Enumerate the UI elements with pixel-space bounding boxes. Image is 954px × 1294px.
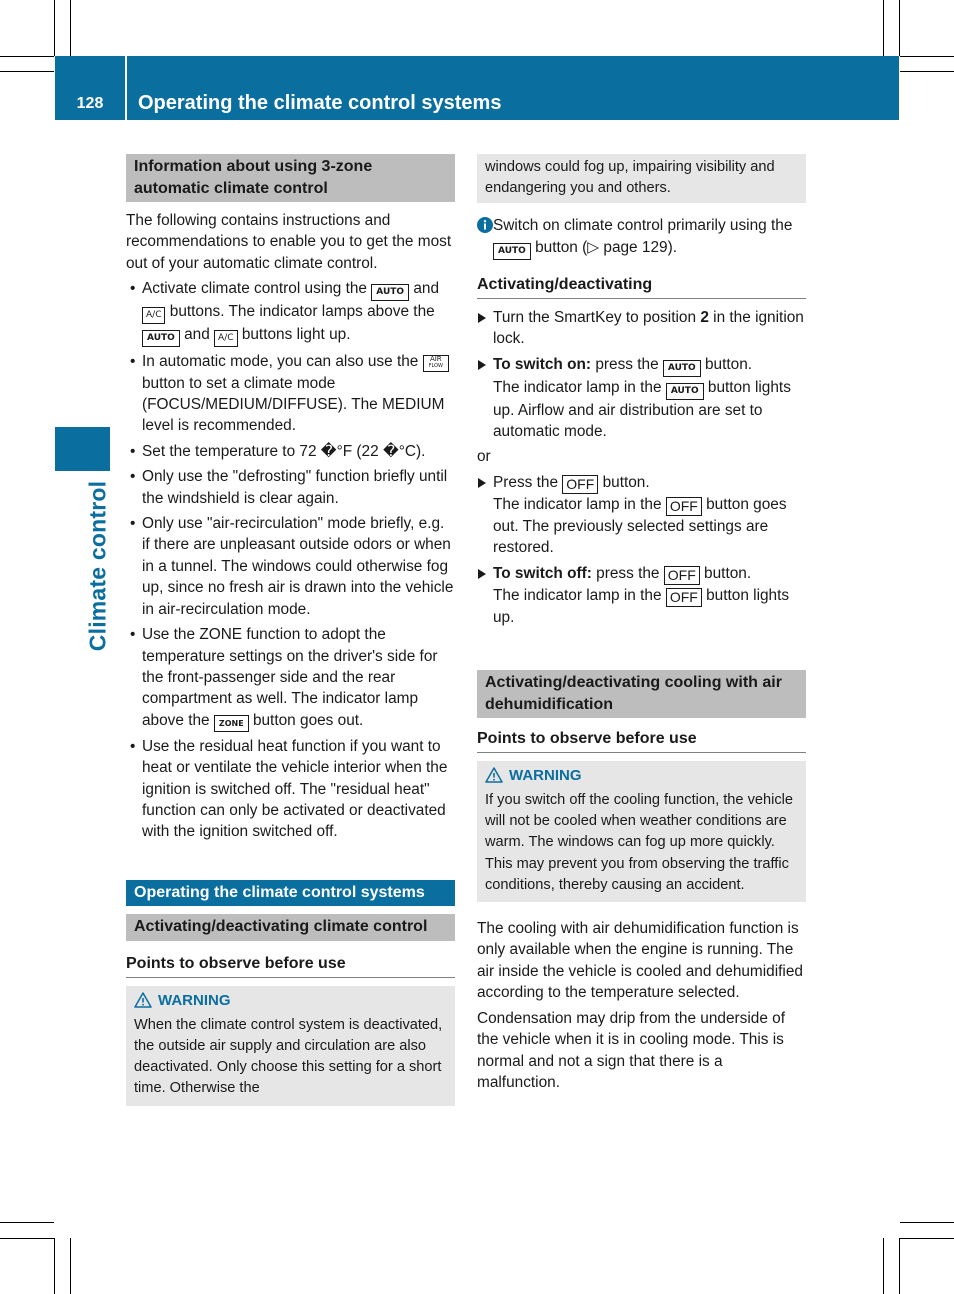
list-item: • Set the temperature to 72 �°F (22 �°C).: [126, 441, 455, 462]
step-arrow-icon: [478, 569, 486, 579]
step-result: The indicator lamp in the AUTO button lights up. Airflow and air distribution are set to automatic mode.: [493, 378, 791, 441]
crop-mark: [0, 1238, 54, 1239]
step-arrow-icon: [478, 478, 486, 488]
crop-mark: [0, 56, 54, 57]
step-item: To switch off: press the OFF button.: [477, 563, 806, 585]
off-button-icon: OFF: [562, 475, 598, 494]
side-chapter-label: Climate control: [84, 480, 111, 652]
section-heading: Operating the climate control systems: [126, 880, 455, 907]
crop-mark: [900, 56, 954, 57]
warning-text: When the climate control system is deactivated, the outside air supply and circulation are also deactivated. Only choose this setting for a short time. Otherwise the: [134, 1016, 443, 1097]
crop-mark: [0, 71, 54, 72]
step-item: Press the OFF button.: [477, 472, 806, 494]
list-item: • In automatic mode, you can also use the AIR FLOW button to set a climate mode (FOCUS/MEDIUM/DIFFUSE). The MEDIUM level is recommended.: [126, 351, 455, 437]
info-note: Switch on climate control primarily using the AUTO button (▷ page 129).: [477, 215, 806, 259]
warning-title: WARNING: [134, 990, 447, 1012]
warning-text: If you switch off the cooling function, the vehicle will not be cooled when weather conditions are warm. The windows can fog up more quickly. This may prevent you from observing the traffic conditions, thereby causing an accident.: [485, 792, 794, 893]
zone-button-icon: ZONE: [214, 715, 249, 732]
crop-mark: [54, 1238, 55, 1294]
list-item: • Use the residual heat function if you want to heat or ventilate the vehicle interior when the ignition is switched off. The "residual heat" function can only be activated or deactivated with the ignition switched off.: [126, 736, 455, 843]
crop-mark: [0, 1222, 54, 1223]
warning-box-continued: windows could fog up, impairing visibility and endangering you and others.: [477, 154, 806, 203]
cooling-heading: Activating/deactivating cooling with air dehumidification: [477, 670, 806, 718]
warning-box: [477, 761, 806, 902]
crop-mark: [900, 71, 954, 72]
list-item: • Only use the "defrosting" function briefly until the windshield is clear again.: [126, 466, 455, 509]
paragraph: The cooling with air dehumidification function is only available when the engine is running. The air inside the vehicle is cooled and dehumidified according to the temperature selected.: [477, 920, 803, 1002]
page-number: 128: [76, 95, 104, 112]
auto-button-icon: AUTO: [663, 360, 701, 377]
crop-mark: [883, 1238, 884, 1294]
ac-button-icon: A/C: [142, 307, 165, 324]
crop-mark: [54, 0, 55, 56]
warning-triangle-icon: [485, 767, 503, 783]
paragraph: Condensation may drip from the underside of the vehicle when it is in cooling mode. This is normal and not a sign that there is a malfunction.: [477, 1009, 785, 1091]
auto-button-icon: AUTO: [371, 284, 409, 301]
auto-button-icon: AUTO: [666, 383, 704, 400]
side-tab-marker: [55, 427, 110, 471]
page-header: [55, 56, 899, 120]
off-button-icon: OFF: [666, 497, 702, 516]
info-heading: Information about using 3-zone automatic climate control: [126, 154, 455, 202]
step-arrow-icon: [478, 360, 486, 370]
intro-paragraph: The following contains instructions and recommendations to enable you to get the most out of your automatic climate control.: [126, 212, 452, 272]
step-item: Turn the SmartKey to position 2 in the ignition lock.: [477, 307, 806, 350]
points-heading: Points to observe before use: [126, 953, 455, 978]
header-divider: [125, 56, 127, 120]
crop-mark: [883, 0, 884, 56]
airflow-button-icon: AIR FLOW: [423, 355, 449, 372]
off-button-icon: OFF: [664, 566, 700, 585]
ac-button-icon: A/C: [214, 330, 237, 347]
list-item: • Use the ZONE function to adopt the temperature settings on the driver's side for the front-passenger side and the rear compartment as well. The indicator lamp above the ZONE button goes out.: [126, 624, 455, 732]
step-result: The indicator lamp in the OFF button lights up.: [493, 586, 790, 626]
auto-button-icon: AUTO: [142, 330, 180, 347]
crop-mark: [899, 1238, 900, 1294]
crop-mark: [70, 1238, 71, 1294]
activating-heading: Activating/deactivating: [477, 274, 806, 299]
auto-button-icon: AUTO: [493, 243, 531, 260]
warning-triangle-icon: [134, 992, 152, 1008]
crop-mark: [900, 1222, 954, 1223]
step-result: The indicator lamp in the OFF button goes out. The previously selected settings are restored.: [493, 495, 787, 557]
sub-heading: Activating/deactivating climate control: [126, 914, 455, 941]
warning-title: WARNING: [485, 765, 798, 787]
page-title: Operating the climate control systems: [138, 92, 502, 114]
crop-mark: [70, 0, 71, 56]
info-icon: [477, 217, 493, 233]
crop-mark: [899, 0, 900, 56]
off-button-icon: OFF: [666, 588, 702, 607]
warning-box: [126, 986, 455, 1106]
step-arrow-icon: [478, 313, 486, 323]
right-column: [477, 154, 806, 1093]
or-text: or: [477, 448, 491, 466]
crop-mark: [900, 1238, 954, 1239]
step-item: To switch on: press the AUTO button.: [477, 354, 806, 377]
left-column: [126, 154, 455, 1106]
list-item: • Only use "air-recirculation" mode briefly, e.g. if there are unpleasant outside odors or when in a tunnel. The windows could otherwise fog up, since no fresh air is drawn into the vehicle in air-recirculation mode.: [126, 513, 455, 620]
list-item: • Activate climate control using the AUTO and A/C buttons. The indicator lamps above the AUTO and A/C buttons light up.: [126, 278, 455, 347]
points-heading: Points to observe before use: [477, 728, 806, 753]
